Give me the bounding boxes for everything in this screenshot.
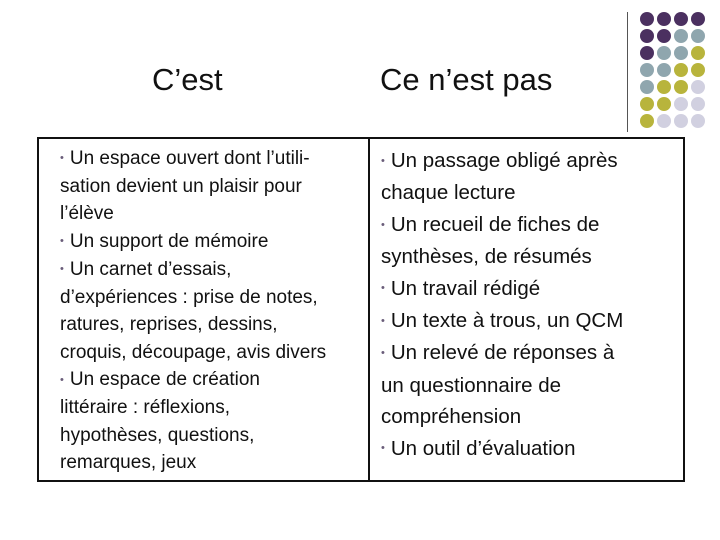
list-item-line xyxy=(381,433,671,465)
decorative-dot xyxy=(657,12,671,26)
list-item-text: Un carnet d’essais, xyxy=(69,258,232,280)
list-item-line xyxy=(381,241,671,273)
decorative-dot xyxy=(674,63,688,77)
decorative-dot xyxy=(691,29,705,43)
list-item xyxy=(381,209,671,273)
list-item xyxy=(60,366,365,477)
list-item xyxy=(60,145,365,228)
bullet-icon: • xyxy=(60,373,64,386)
decorative-dot xyxy=(691,97,705,111)
list-item-text: Un travail rédigé xyxy=(390,276,541,300)
list-item-text: Un passage obligé après xyxy=(390,149,618,172)
list-item-text: Un espace de création xyxy=(69,369,260,391)
title-cest: C’est xyxy=(152,62,223,97)
decorative-dot xyxy=(657,29,671,43)
decorative-dot xyxy=(640,97,654,111)
decorative-dot-grid xyxy=(0,0,720,140)
list-item-line xyxy=(60,311,365,339)
list-item-line xyxy=(60,422,365,450)
list-item-line xyxy=(381,401,671,433)
decorative-dot xyxy=(691,63,705,77)
list-item-line xyxy=(381,337,671,369)
list-item-line xyxy=(60,449,365,477)
list-item-text: chaque lecture xyxy=(381,181,516,205)
decorative-dot xyxy=(674,46,688,60)
decorative-dot xyxy=(657,97,671,111)
list-item xyxy=(381,273,671,305)
list-item-line xyxy=(60,228,365,256)
list-item xyxy=(381,337,671,432)
list-item xyxy=(60,256,365,367)
decorative-dot xyxy=(691,80,705,94)
list-item-line xyxy=(381,370,671,402)
list-item-line xyxy=(60,145,365,173)
decorative-dot xyxy=(674,114,688,128)
comparison-table xyxy=(37,137,685,482)
decorative-dot xyxy=(657,63,671,77)
bullet-icon: • xyxy=(381,218,385,231)
list-item xyxy=(381,305,671,337)
decorative-dot xyxy=(674,29,688,43)
list-item-text: hypothèses, questions, xyxy=(60,424,255,446)
list-item-text: Un espace ouvert dont l’utili- xyxy=(69,148,310,169)
decorative-dot xyxy=(640,12,654,26)
decorative-dot xyxy=(691,12,705,26)
list-item-text: l’élève xyxy=(60,203,114,225)
list-item-line xyxy=(60,366,365,394)
list-item-line xyxy=(381,177,671,209)
list-item-text: un questionnaire de xyxy=(381,373,562,397)
decorative-dot xyxy=(640,46,654,60)
bullet-icon: • xyxy=(60,235,64,248)
list-item-text: sation devient un plaisir pour xyxy=(60,175,302,197)
list-item-text: compréhension xyxy=(381,405,522,429)
list-item-text: Un relevé de réponses à xyxy=(390,341,615,365)
decorative-dot xyxy=(640,80,654,94)
list-item-text: Un support de mémoire xyxy=(69,230,269,252)
decorative-dot xyxy=(691,114,705,128)
left-column xyxy=(60,145,365,477)
decorative-dot xyxy=(640,114,654,128)
bullet-icon: • xyxy=(381,314,385,327)
decorative-dot xyxy=(640,29,654,43)
decorative-dot xyxy=(691,46,705,60)
decorative-dot xyxy=(640,63,654,77)
bullet-icon: • xyxy=(381,154,385,167)
list-item-text: Un outil d’évaluation xyxy=(390,436,576,460)
list-item-line xyxy=(381,305,671,337)
decorative-dot xyxy=(674,12,688,26)
list-item-line xyxy=(381,209,671,241)
bullet-icon: • xyxy=(60,152,64,165)
list-item-line xyxy=(381,145,671,177)
decorative-dot xyxy=(674,80,688,94)
decorative-dot xyxy=(657,114,671,128)
column-divider xyxy=(368,139,370,480)
bullet-icon: • xyxy=(381,347,385,360)
list-item-line xyxy=(60,339,365,367)
decorative-dot xyxy=(657,46,671,60)
title-ce-nest-pas: Ce n’est pas xyxy=(380,62,553,97)
bullet-icon: • xyxy=(381,442,385,455)
list-item-text: remarques, jeux xyxy=(60,452,197,474)
list-item-text: Un texte à trous, un QCM xyxy=(390,308,624,332)
list-item xyxy=(381,145,671,209)
list-item-text: d’expériences : prise de notes, xyxy=(60,286,318,308)
decorative-dot xyxy=(657,80,671,94)
list-item-text: ratures, reprises, dessins, xyxy=(60,314,278,336)
list-item-line xyxy=(60,200,365,228)
list-item xyxy=(381,433,671,465)
list-item-line xyxy=(60,284,365,312)
list-item xyxy=(60,228,365,256)
list-item-line xyxy=(60,173,365,201)
bullet-icon: • xyxy=(60,262,64,275)
list-item-text: littéraire : réflexions, xyxy=(60,397,231,419)
right-column xyxy=(381,145,671,465)
decorative-vertical-rule xyxy=(627,12,628,132)
decorative-dot xyxy=(674,97,688,111)
list-item-line xyxy=(60,256,365,284)
bullet-icon: • xyxy=(381,282,385,295)
list-item-text: Un recueil de fiches de xyxy=(390,212,600,236)
list-item-text: synthèses, de résumés xyxy=(381,245,592,269)
list-item-line xyxy=(60,394,365,422)
list-item-text: croquis, découpage, avis divers xyxy=(60,341,327,363)
list-item-line xyxy=(381,273,671,305)
